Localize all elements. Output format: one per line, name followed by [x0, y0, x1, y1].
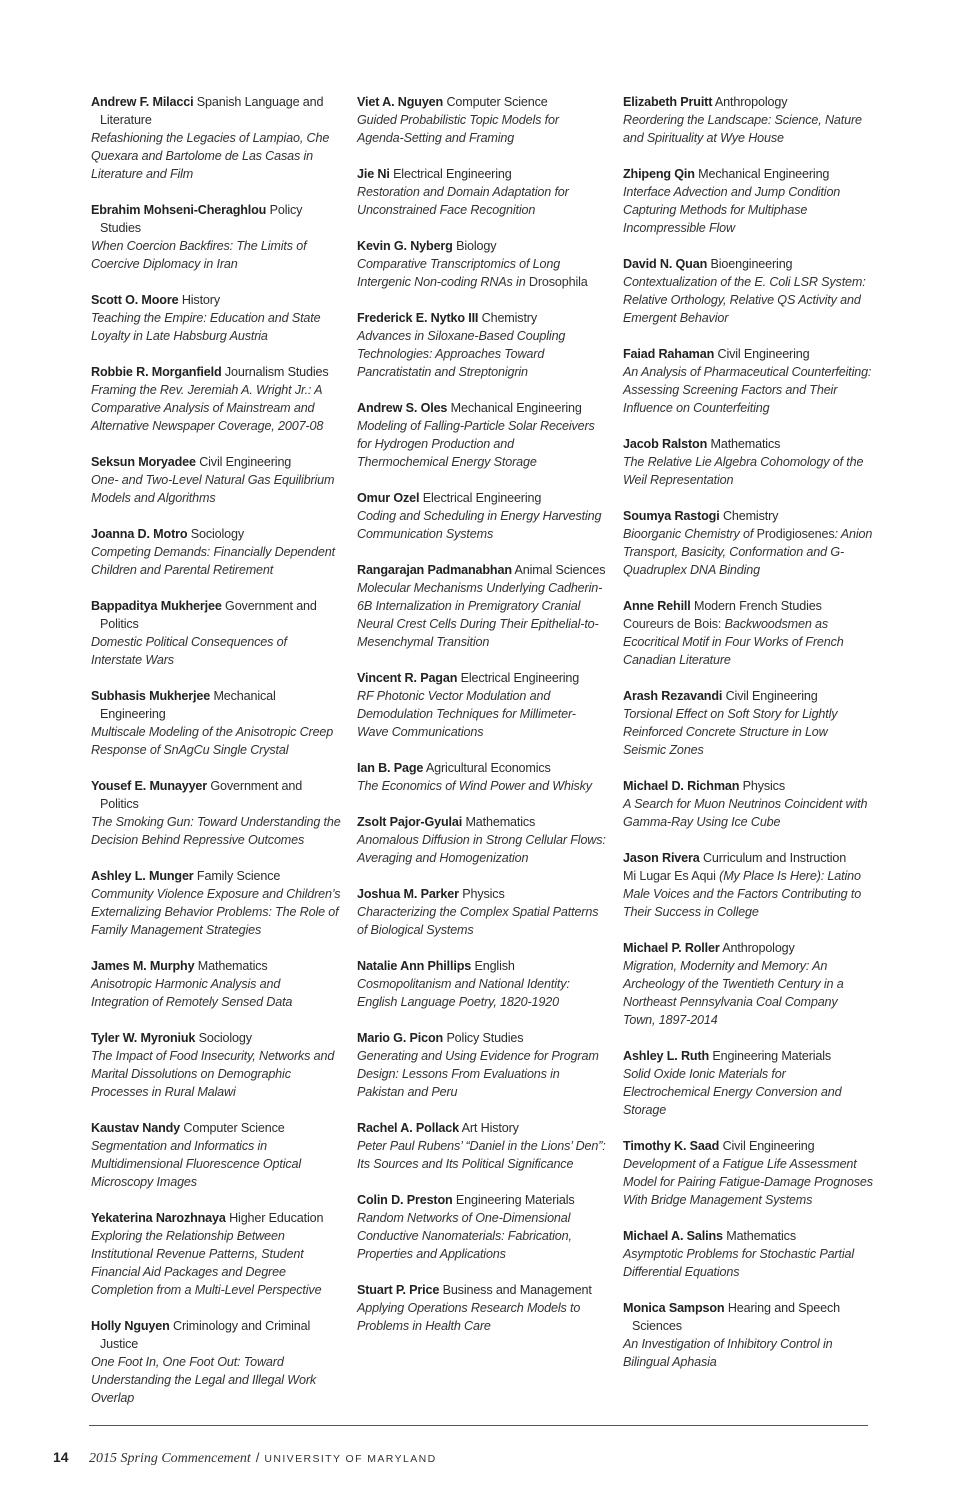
graduate-entry — [357, 957, 607, 1011]
entry-heading — [91, 687, 341, 723]
graduate-department: Electrical Engineering — [393, 167, 512, 181]
dissertation-title — [357, 1209, 607, 1263]
graduate-entry — [357, 669, 607, 741]
graduate-department: Engineering Materials — [712, 1049, 832, 1063]
graduate-department: Mathematics — [465, 815, 536, 829]
graduate-entry — [357, 813, 607, 867]
entry-heading — [91, 597, 341, 633]
dissertation-title-text: Multiscale Modeling of the Anisotropic Creep Response of SnAgCu Single Crystal — [91, 725, 334, 757]
dissertation-title — [91, 723, 341, 759]
graduate-name: Jacob Ralston — [623, 437, 708, 451]
dissertation-title — [623, 957, 873, 1029]
graduate-name: Robbie R. Morganfield — [91, 365, 222, 379]
graduate-department: Criminology and Criminal Justice — [100, 1319, 311, 1351]
graduate-entry — [357, 489, 607, 543]
entry-heading — [357, 813, 607, 831]
graduate-entry — [357, 1029, 607, 1101]
graduate-name: Omur Ozel — [357, 491, 420, 505]
dissertation-title-text: Contextualization of the E. Coli LSR System: Relative Orthology, Relative QS Activity and Emergent Behavior — [623, 275, 866, 325]
graduate-entry — [91, 687, 341, 759]
graduate-department: Electrical Engineering — [422, 491, 542, 505]
graduate-name: David N. Quan — [623, 257, 708, 271]
graduate-entry — [623, 849, 873, 921]
entry-heading — [91, 1119, 341, 1137]
graduate-name: Viet A. Nguyen — [357, 95, 444, 109]
dissertation-title — [357, 507, 607, 543]
dissertation-title — [91, 633, 341, 669]
graduate-department: Mathematics — [710, 437, 781, 451]
graduate-entry — [623, 165, 873, 237]
dissertation-title — [91, 543, 341, 579]
graduate-department: Physics — [462, 887, 505, 901]
graduate-name: Anne Rehill — [623, 599, 691, 613]
graduate-department: Government and Politics — [100, 599, 317, 631]
graduate-name: Zhipeng Qin — [623, 167, 695, 181]
dissertation-title-text: Generating and Using Evidence for Program Design: Lessons From Evaluations in Pakistan and Peru — [357, 1049, 599, 1099]
dissertation-title-text: (My Place Is Here): Latino Male Voices and the Factors Contributing to Their Success in College — [623, 869, 862, 919]
graduate-department: Policy Studies — [100, 203, 303, 235]
dissertation-title-text: Exploring the Relationship Between Institutional Revenue Patterns, Student Financial Aid Packages and Degree Completion from a Multi-Level Perspective — [91, 1229, 322, 1297]
graduate-name: Monica Sampson — [623, 1301, 725, 1315]
footer-event: 2015 Spring Commencement — [89, 1451, 251, 1466]
graduate-entry — [357, 1191, 607, 1263]
entry-heading — [91, 93, 341, 129]
dissertation-title-text: Random Networks of One-Dimensional Conductive Nanomaterials: Fabrication, Properties and Applications — [357, 1211, 572, 1261]
graduate-entry — [357, 309, 607, 381]
graduate-name: Frederick E. Nytko III — [357, 311, 479, 325]
dissertation-title — [623, 111, 873, 147]
dissertation-title — [623, 1335, 873, 1371]
graduate-entry — [623, 1227, 873, 1281]
entry-heading — [357, 885, 607, 903]
graduate-entry — [357, 1119, 607, 1173]
dissertation-title — [357, 1137, 607, 1173]
column-1 — [91, 93, 341, 1425]
entry-heading — [357, 399, 607, 417]
dissertation-title — [91, 309, 341, 345]
graduate-department: Electrical Engineering — [460, 671, 580, 685]
graduate-entry — [623, 345, 873, 417]
graduate-name: Jie Ni — [357, 167, 390, 181]
dissertation-title-text: A Search for Muon Neutrinos Coincident with Gamma-Ray Using Ice Cube — [623, 797, 868, 829]
graduate-department: Bioengineering — [710, 257, 793, 271]
entry-heading — [357, 309, 607, 327]
dissertation-title — [91, 471, 341, 507]
dissertation-title-text: Community Violence Exposure and Children’s Externalizing Behavior Problems: The Role of Family Management Strategies — [91, 887, 341, 937]
graduate-name: Kevin G. Nyberg — [357, 239, 453, 253]
dissertation-title-text: One- and Two-Level Natural Gas Equilibrium Models and Algorithms — [91, 473, 335, 505]
dissertation-title-text: Cosmopolitanism and National Identity: English Language Poetry, 1820-1920 — [357, 977, 570, 1009]
entry-heading — [623, 165, 873, 183]
column-3 — [623, 93, 873, 1389]
dissertation-title — [623, 183, 873, 237]
entry-heading — [623, 777, 873, 795]
entry-heading — [357, 669, 607, 687]
graduate-name: Rangarajan Padmanabhan — [357, 563, 512, 577]
entry-heading — [623, 1227, 873, 1245]
dissertation-title — [623, 453, 873, 489]
dissertation-title-text: Migration, Modernity and Memory: An Archeology of the Twentieth Century in a Northeast Pennsylvania Coal Company Town, 1897-2014 — [623, 959, 844, 1027]
graduate-department: Modern French Studies — [693, 599, 822, 613]
entry-heading — [91, 291, 341, 309]
entry-heading — [91, 1209, 341, 1227]
graduate-name: Zsolt Pajor-Gyulai — [357, 815, 463, 829]
dissertation-title-text: When Coercion Backfires: The Limits of Coercive Diplomacy in Iran — [91, 239, 307, 271]
dissertation-title-text: Guided Probabilistic Topic Models for Agenda-Setting and Framing — [357, 113, 559, 145]
graduate-entry — [623, 1047, 873, 1119]
graduate-department: Anthropology — [714, 95, 788, 109]
dissertation-title-text: Domestic Political Consequences of Interstate Wars — [91, 635, 287, 667]
entry-heading — [91, 363, 341, 381]
graduate-entry — [357, 759, 607, 795]
dissertation-title-text: RF Photonic Vector Modulation and Demodulation Techniques for Millimeter-Wave Communications — [357, 689, 576, 739]
entry-heading — [623, 435, 873, 453]
entry-heading — [623, 255, 873, 273]
graduate-entry — [91, 1209, 341, 1299]
dissertation-title-text: Coding and Scheduling in Energy Harvesting Communication Systems — [357, 509, 602, 541]
graduate-name: Michael P. Roller — [623, 941, 720, 955]
graduate-entry — [623, 939, 873, 1029]
graduate-name: Holly Nguyen — [91, 1319, 170, 1333]
graduate-department: Civil Engineering — [722, 1139, 815, 1153]
graduate-entry — [357, 885, 607, 939]
graduate-department: Government and Politics — [100, 779, 303, 811]
graduate-department: Art History — [461, 1121, 519, 1135]
dissertation-title — [623, 525, 873, 579]
dissertation-title-text: Development of a Fatigue Life Assessment Model for Pairing Fatigue-Damage Prognoses With Bridge Management Systems — [623, 1157, 873, 1207]
graduate-department: Biology — [456, 239, 497, 253]
dissertation-title — [91, 1227, 341, 1299]
graduate-entry — [623, 507, 873, 579]
graduate-entry — [91, 597, 341, 669]
graduate-name: Ian B. Page — [357, 761, 424, 775]
entry-heading — [91, 201, 341, 237]
entry-heading — [623, 1137, 873, 1155]
dissertation-title-text: Asymptotic Problems for Stochastic Partial Differential Equations — [623, 1247, 854, 1279]
graduate-entry — [623, 687, 873, 759]
dissertation-title-text: Comparative Transcriptomics of Long Intergenic Non-coding RNAs in — [357, 257, 561, 289]
graduate-name: Andrew F. Milacci — [91, 95, 194, 109]
graduate-entry — [357, 165, 607, 219]
graduate-name: Jason Rivera — [623, 851, 700, 865]
entry-heading — [623, 939, 873, 957]
dissertation-title-text: Interface Advection and Jump Condition Capturing Methods for Multiphase Incompressible Flow — [623, 185, 841, 235]
entry-heading — [623, 597, 873, 615]
entry-heading — [357, 957, 607, 975]
graduate-department: Sociology — [198, 1031, 252, 1045]
graduate-entry — [357, 237, 607, 291]
column-2 — [357, 93, 607, 1353]
dissertation-title — [623, 1155, 873, 1209]
entry-heading — [91, 525, 341, 543]
dissertation-title-text: Anisotropic Harmonic Analysis and Integration of Remotely Sensed Data — [91, 977, 293, 1009]
graduate-entry — [357, 93, 607, 147]
dissertation-title — [357, 777, 607, 795]
graduate-name: Subhasis Mukherjee — [91, 689, 211, 703]
entry-heading — [357, 237, 607, 255]
dissertation-title-text: Peter Paul Rubens’ “Daniel in the Lions’ Den”: Its Sources and Its Political Significance — [357, 1139, 606, 1171]
dissertation-title-roman: Prodigiosenes — [756, 527, 835, 541]
graduate-name: Scott O. Moore — [91, 293, 179, 307]
dissertation-title — [91, 1353, 341, 1407]
dissertation-title — [357, 1047, 607, 1101]
dissertation-title-text: An Investigation of Inhibitory Control in Bilingual Aphasia — [623, 1337, 833, 1369]
dissertation-title-text: Torsional Effect on Soft Story for Lightly Reinforced Concrete Structure in Low Seismic Zones — [623, 707, 838, 757]
dissertation-title-text: : Anion Transport, Basicity, Conformation and G-Quadruplex DNA Binding — [623, 527, 873, 577]
dissertation-title — [623, 1245, 873, 1281]
page-number: 14 — [53, 1449, 69, 1465]
graduate-name: Arash Rezavandi — [623, 689, 723, 703]
dissertation-title — [357, 183, 607, 219]
graduate-entry — [623, 1137, 873, 1209]
footer-divider — [89, 1425, 868, 1426]
graduate-department: Business and Management — [442, 1283, 592, 1297]
entry-heading — [91, 957, 341, 975]
dissertation-title-text: Competing Demands: Financially Dependent Children and Parental Retirement — [91, 545, 335, 577]
graduate-name: Rachel A. Pollack — [357, 1121, 459, 1135]
dissertation-title-text: Segmentation and Informatics in Multidimensional Fluorescence Optical Microscopy Images — [91, 1139, 302, 1189]
graduate-department: Mechanical Engineering — [698, 167, 830, 181]
entry-heading — [623, 849, 873, 867]
graduate-entry — [91, 201, 341, 273]
entry-heading — [91, 1317, 341, 1353]
graduate-department: Agricultural Economics — [425, 761, 551, 775]
graduate-department: Civil Engineering — [717, 347, 810, 361]
graduate-name: Stuart P. Price — [357, 1283, 440, 1297]
dissertation-title — [357, 327, 607, 381]
graduate-name: Yekaterina Narozhnaya — [91, 1211, 226, 1225]
dissertation-title — [357, 687, 607, 741]
graduate-department: Sociology — [190, 527, 245, 541]
graduate-entry — [91, 291, 341, 345]
graduate-department: Family Science — [196, 869, 281, 883]
graduate-department: Chemistry — [722, 509, 779, 523]
dissertation-title-text: Solid Oxide Ionic Materials for Electrochemical Energy Conversion and Storage — [623, 1067, 842, 1117]
dissertation-title — [91, 1047, 341, 1101]
graduate-entry — [91, 1119, 341, 1191]
dissertation-title — [91, 129, 341, 183]
graduate-department: Computer Science — [446, 95, 548, 109]
dissertation-title-text: The Impact of Food Insecurity, Networks and Marital Dissolutions on Demographic Processes in Rural Malawi — [91, 1049, 335, 1099]
graduate-department: Spanish Language and Literature — [100, 95, 324, 127]
graduate-entry — [623, 597, 873, 669]
graduate-entry — [357, 561, 607, 651]
dissertation-title — [623, 1065, 873, 1119]
entry-heading — [357, 759, 607, 777]
graduate-department: Journalism Studies — [224, 365, 329, 379]
entry-heading — [91, 867, 341, 885]
dissertation-title-text: The Economics of Wind Power and Whisky — [357, 779, 592, 793]
entry-heading — [357, 489, 607, 507]
graduate-department: Animal Sciences — [514, 563, 606, 577]
graduate-name: Natalie Ann Phillips — [357, 959, 472, 973]
dissertation-title-roman: Drosophila — [528, 275, 588, 289]
dissertation-title-text: Applying Operations Research Models to Problems in Health Care — [357, 1301, 581, 1333]
graduate-name: Joanna D. Motro — [91, 527, 188, 541]
graduate-entry — [623, 777, 873, 831]
entry-heading — [357, 1029, 607, 1047]
dissertation-title-text: Backwoodsmen as Ecocritical Motif in Four Works of French Canadian Literature — [623, 617, 844, 667]
dissertation-title-roman: Mi Lugar Es Aqui — [623, 869, 716, 883]
dissertation-title — [91, 237, 341, 273]
entry-heading — [623, 1299, 873, 1335]
entry-heading — [623, 1047, 873, 1065]
graduate-entry — [91, 1317, 341, 1407]
dissertation-title — [623, 705, 873, 759]
graduate-department: Civil Engineering — [199, 455, 292, 469]
graduate-entry — [91, 453, 341, 507]
dissertation-title-text: Modeling of Falling-Particle Solar Receivers for Hydrogen Production and Thermochemical Energy Storage — [357, 419, 595, 469]
entry-heading — [357, 93, 607, 111]
graduate-name: Mario G. Picon — [357, 1031, 444, 1045]
graduate-name: Joshua M. Parker — [357, 887, 459, 901]
graduate-department: Anthropology — [722, 941, 795, 955]
dissertation-title-text: Restoration and Domain Adaptation for Unconstrained Face Recognition — [357, 185, 569, 217]
graduate-entry — [623, 435, 873, 489]
dissertation-title — [91, 975, 341, 1011]
dissertation-title — [91, 885, 341, 939]
dissertation-title — [357, 417, 607, 471]
dissertation-title-text: Advances in Siloxane-Based Coupling Technologies: Approaches Toward Pancratistatin and Streptonigrin — [357, 329, 566, 379]
entry-heading — [357, 1281, 607, 1299]
dissertation-title — [91, 1137, 341, 1191]
graduate-entry — [91, 93, 341, 183]
graduate-department: Mathematics — [726, 1229, 796, 1243]
dissertation-title-text: Reordering the Landscape: Science, Nature and Spirituality at Wye House — [623, 113, 862, 145]
entry-heading — [357, 1191, 607, 1209]
graduate-entry — [623, 93, 873, 147]
dissertation-title — [357, 111, 607, 147]
graduate-department: Chemistry — [481, 311, 537, 325]
dissertation-title-text: One Foot In, One Foot Out: Toward Understanding the Legal and Illegal Work Overlap — [91, 1355, 317, 1405]
entry-heading — [91, 777, 341, 813]
dissertation-title-text: Characterizing the Complex Spatial Patterns of Biological Systems — [357, 905, 599, 937]
graduate-name: Bappaditya Mukherjee — [91, 599, 222, 613]
graduate-department: Mechanical Engineering — [450, 401, 582, 415]
graduate-name: Kaustav Nandy — [91, 1121, 181, 1135]
footer-separator: / — [255, 1450, 260, 1465]
graduate-name: Faiad Rahaman — [623, 347, 715, 361]
footer-organization: UNIVERSITY OF MARYLAND — [264, 1453, 437, 1465]
graduate-name: Ashley L. Munger — [91, 869, 194, 883]
graduate-name: Ashley L. Ruth — [623, 1049, 710, 1063]
dissertation-title — [357, 831, 607, 867]
dissertation-title — [357, 255, 607, 291]
entry-heading — [623, 93, 873, 111]
graduate-entry — [91, 1029, 341, 1101]
entry-heading — [91, 1029, 341, 1047]
footer-text — [89, 1450, 437, 1467]
dissertation-title — [623, 615, 873, 669]
graduate-name: Michael D. Richman — [623, 779, 740, 793]
graduate-name: Seksun Moryadee — [91, 455, 196, 469]
dissertation-title — [623, 795, 873, 831]
graduate-department: Civil Engineering — [725, 689, 818, 703]
dissertation-title-roman: Coureurs de Bois: — [623, 617, 722, 631]
entry-heading — [623, 687, 873, 705]
entry-heading — [91, 453, 341, 471]
graduate-name: Michael A. Salins — [623, 1229, 723, 1243]
graduate-entry — [91, 363, 341, 435]
graduate-entry — [357, 399, 607, 471]
graduate-department: Mathematics — [197, 959, 268, 973]
graduate-department: History — [181, 293, 220, 307]
graduate-name: Andrew S. Oles — [357, 401, 448, 415]
entry-heading — [357, 561, 607, 579]
dissertation-title-text: Framing the Rev. Jeremiah A. Wright Jr.: A Comparative Analysis of Mainstream and Alternative Newspaper Coverage, 2007-08 — [91, 383, 324, 433]
graduate-entry — [623, 255, 873, 327]
graduate-department: Physics — [742, 779, 785, 793]
entry-heading — [357, 1119, 607, 1137]
dissertation-title — [91, 813, 341, 849]
entry-heading — [623, 345, 873, 363]
entry-heading — [623, 507, 873, 525]
graduate-department: Higher Education — [229, 1211, 324, 1225]
graduate-department: Computer Science — [183, 1121, 285, 1135]
graduate-department: Mechanical Engineering — [100, 689, 276, 721]
dissertation-title — [357, 903, 607, 939]
entry-heading — [357, 165, 607, 183]
graduate-department: Engineering Materials — [455, 1193, 575, 1207]
graduate-name: Colin D. Preston — [357, 1193, 453, 1207]
graduate-entry — [357, 1281, 607, 1335]
graduate-entry — [91, 525, 341, 579]
dissertation-title-text: Anomalous Diffusion in Strong Cellular Flows: Averaging and Homogenization — [357, 833, 606, 865]
graduate-name: Yousef E. Munayyer — [91, 779, 208, 793]
dissertation-title — [623, 867, 873, 921]
graduate-name: James M. Murphy — [91, 959, 195, 973]
dissertation-title — [357, 975, 607, 1011]
graduate-name: Timothy K. Saad — [623, 1139, 720, 1153]
graduate-department: Hearing and Speech Sciences — [632, 1301, 840, 1333]
graduate-entry — [91, 867, 341, 939]
graduate-name: Vincent R. Pagan — [357, 671, 458, 685]
dissertation-title — [357, 579, 607, 651]
graduate-department: Policy Studies — [446, 1031, 524, 1045]
graduate-name: Ebrahim Mohseni-Cheraghlou — [91, 203, 267, 217]
dissertation-title-text: Molecular Mechanisms Underlying Cadherin-6B Internalization in Premigratory Cranial Neural Crest Cells During Their Epithelial-to-Mesenchymal Transition — [357, 581, 603, 649]
dissertation-title — [623, 363, 873, 417]
dissertation-title-text: The Relative Lie Algebra Cohomology of the Weil Representation — [623, 455, 864, 487]
dissertation-title — [91, 381, 341, 435]
dissertation-title-text: Refashioning the Legacies of Lampiao, Che Quexara and Bartolome de Las Casas in Literature and Film — [91, 131, 330, 181]
dissertation-title — [357, 1299, 607, 1335]
dissertation-title-text: An Analysis of Pharmaceutical Counterfeiting: Assessing Screening Factors and Their Influence on Counterfeiting — [623, 365, 872, 415]
graduate-name: Tyler W. Myroniuk — [91, 1031, 196, 1045]
graduate-entry — [91, 957, 341, 1011]
graduate-entry — [91, 777, 341, 849]
dissertation-title — [623, 273, 873, 327]
graduate-entry — [623, 1299, 873, 1371]
graduate-name: Soumya Rastogi — [623, 509, 720, 523]
dissertation-title-text: The Smoking Gun: Toward Understanding the Decision Behind Repressive Outcomes — [91, 815, 341, 847]
graduate-department: Curriculum and Instruction — [702, 851, 847, 865]
dissertation-title-text: Bioorganic Chemistry of — [623, 527, 754, 541]
graduate-name: Elizabeth Pruitt — [623, 95, 713, 109]
graduate-department: English — [474, 959, 515, 973]
dissertation-title-text: Teaching the Empire: Education and State Loyalty in Late Habsburg Austria — [91, 311, 321, 343]
